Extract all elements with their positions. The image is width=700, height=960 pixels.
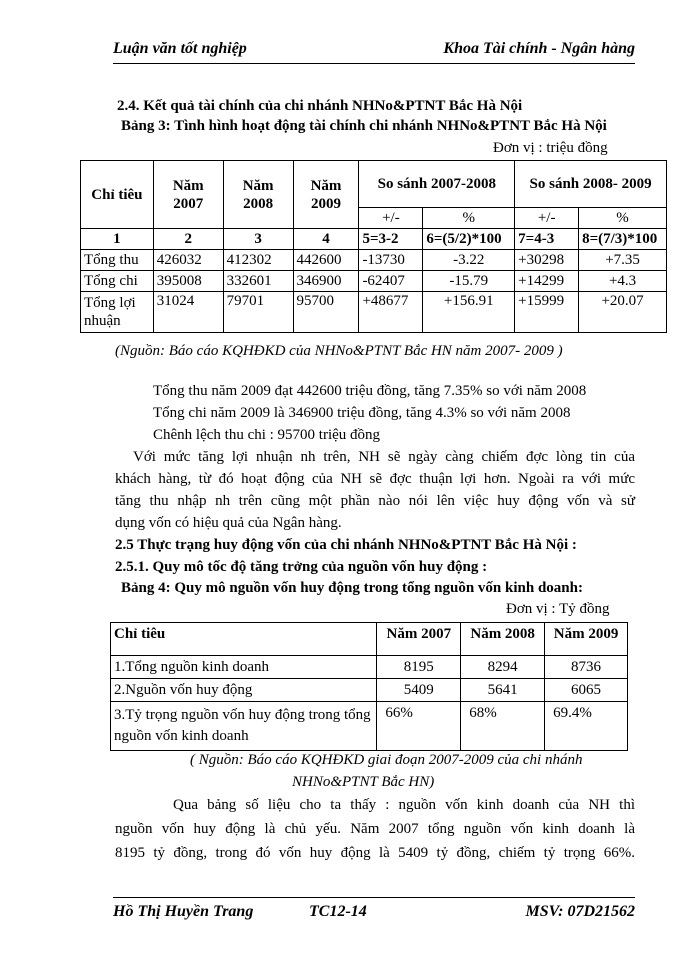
t4-cell: 66% [377,702,461,751]
t3-cell: 346900 [293,271,359,292]
t4-h-2007: Năm 2007 [377,623,461,656]
header-left: Luận văn tốt nghiệp [113,40,247,57]
t3-idx: 6=(5/2)*100 [423,229,515,250]
t3-cell: -62407 [359,271,423,292]
t4-cell: 6065 [545,679,628,702]
table4-source-line1: ( Nguồn: Báo cáo KQHĐKD giai đoạn 2007-2009 của chi nhánh [190,752,583,768]
t3-h-ss2: So sánh 2008- 2009 [515,161,667,208]
t3-idx: 5=3-2 [359,229,423,250]
table-row [111,656,628,679]
t3-idx: 3 [223,229,293,250]
t4-cell: 68% [461,702,545,751]
t3-h-pm1: +/- [359,208,423,229]
para-line: dụng vốn có hiệu quả của Ngân hàng. [115,515,342,531]
t3-h-pm2: +/- [515,208,579,229]
t3-cell: Tổng lợi nhuận [81,292,154,333]
t3-h-2008: Năm 2008 [223,161,293,229]
t4-cell: 3.Tỷ trọng nguồn vốn huy động trong tổng nguồn vốn kinh doanh [111,702,377,751]
t4-h-chitieu: Chỉ tiêu [111,623,377,656]
page-header [113,40,635,62]
t3-cell: -13730 [359,250,423,271]
footer-rule [113,897,635,898]
table-row [81,271,667,292]
t3-h-2007: Năm 2007 [153,161,223,229]
t3-cell: +7.35 [579,250,667,271]
footer-name: Hồ Thị Huyền Trang [113,903,254,920]
t3-cell: -15.79 [423,271,515,292]
t4-cell: 5409 [377,679,461,702]
summary-line: Chênh lệch thu chi : 95700 triệu đồng [153,427,381,443]
table3-source: (Nguồn: Báo cáo KQHĐKD của NHNo&PTNT Bắc HN năm 2007- 2009 ) [115,343,563,359]
t3-cell: +14299 [515,271,579,292]
t3-cell: +20.07 [579,292,667,333]
table4 [110,622,628,751]
t3-cell: -3.22 [423,250,515,271]
t4-cell: 69.4% [545,702,628,751]
t3-cell: 332601 [223,271,293,292]
table4-unit: Đơn vị : Tỷ đồng [506,601,610,617]
para-line: tăng thu nhập nh trên cũng một phần nào nói lên việc huy động vốn và sử [115,493,635,509]
t4-h-2008: Năm 2008 [461,623,545,656]
t3-cell: 31024 [153,292,223,333]
t3-cell: +30298 [515,250,579,271]
t3-cell: Tổng chi [81,271,154,292]
t3-cell: 95700 [293,292,359,333]
t3-cell: +4.3 [579,271,667,292]
footer-msv: MSV: 07D21562 [525,903,635,920]
t3-cell: Tổng thu [81,250,154,271]
t4-cell: 5641 [461,679,545,702]
t3-cell: 426032 [153,250,223,271]
summary-line: Tổng thu năm 2009 đạt 442600 triệu đồng, tăng 7.35% so với năm 2008 [153,383,587,399]
table3 [80,160,667,333]
table-row [111,679,628,702]
para-line: Qua bảng số liệu cho ta thấy : nguồn vốn kinh doanh của NH thì [173,797,635,813]
table3-unit: Đơn vị : triệu đồng [493,140,608,156]
section-25-title: 2.5 Thực trạng huy động vốn của chi nhánh NHNo&PTNT Bắc Hà Nội : [115,537,577,553]
table3-title: Bảng 3: Tình hình hoạt động tài chính chi nhánh NHNo&PTNT Bắc Hà Nội [121,118,607,134]
t3-h-chitieu: Chỉ tiêu [81,161,154,229]
section-251-title: 2.5.1. Quy mô tốc độ tăng trởng của nguồn vốn huy động : [115,559,488,575]
t3-cell: +156.91 [423,292,515,333]
table4-source-line2: NHNo&PTNT Bắc HN) [292,774,435,790]
t3-idx: 4 [293,229,359,250]
t3-cell: 442600 [293,250,359,271]
t3-cell: 79701 [223,292,293,333]
t3-h-pct2: % [579,208,667,229]
t3-cell: +15999 [515,292,579,333]
t4-cell: 2.Nguồn vốn huy động [111,679,377,702]
header-rule [113,63,635,64]
para-line: Với mức tăng lợi nhuận nh trên, NH sẽ ngày càng chiếm đợc lòng tin của [133,449,635,465]
header-right: Khoa Tài chính - Ngân hàng [443,40,635,57]
t3-h-ss1: So sánh 2007-2008 [359,161,515,208]
t3-cell: 395008 [153,271,223,292]
t4-cell: 1.Tổng nguồn kinh doanh [111,656,377,679]
t3-cell: 412302 [223,250,293,271]
t4-cell: 8736 [545,656,628,679]
t4-cell: 8294 [461,656,545,679]
para-line: khách hàng, từ đó hoạt động của NH sẽ đợc thuận lợi hơn. Ngoài ra với mức [115,471,635,487]
t3-idx: 2 [153,229,223,250]
section-24-title: 2.4. Kết quả tài chính của chi nhánh NHNo&PTNT Bắc Hà Nội [117,98,523,114]
footer-class: TC12-14 [309,903,367,920]
t3-h-2009: Năm 2009 [293,161,359,229]
page-footer [113,903,635,925]
summary-line: Tổng chi năm 2009 là 346900 triệu đồng, tăng 4.3% so với năm 2008 [153,405,571,421]
t4-cell: 8195 [377,656,461,679]
table-row [81,250,667,271]
t4-h-2009: Năm 2009 [545,623,628,656]
t3-idx: 7=4-3 [515,229,579,250]
t3-h-pct1: % [423,208,515,229]
table-row [81,292,667,333]
table4-title: Bảng 4: Quy mô nguồn vốn huy động trong tổng nguồn vốn kinh doanh: [121,580,583,596]
para-line: 8195 tỷ đồng, trong đó vốn huy động là 5409 tỷ đồng, chiếm tỷ trọng 66%. [115,845,635,861]
para-line: nguồn vốn huy động là chủ yếu. Năm 2007 tổng nguồn vốn kinh doanh là [115,821,635,837]
t3-idx: 1 [81,229,154,250]
t3-idx: 8=(7/3)*100 [579,229,667,250]
table-row [111,702,628,751]
t3-cell: +48677 [359,292,423,333]
